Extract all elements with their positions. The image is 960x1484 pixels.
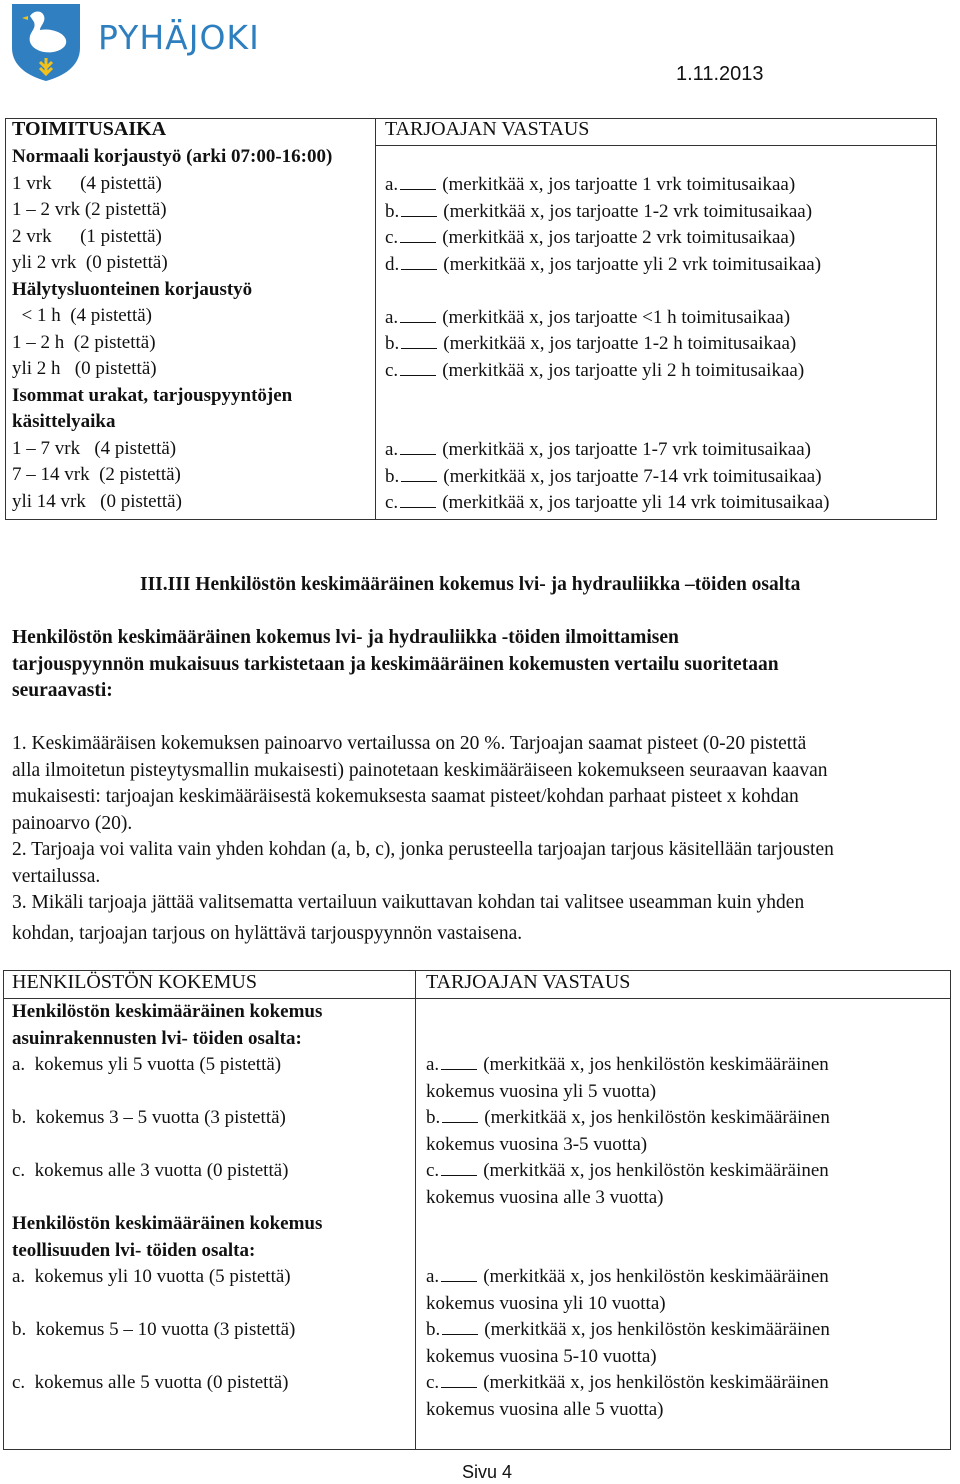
option-text: (merkitkää x, jos tarjoatte 1-2 vrk toimitusaikaa) bbox=[443, 200, 813, 222]
option-letter: b. bbox=[385, 465, 400, 487]
option-letter: c. bbox=[426, 1160, 440, 1181]
table1-left-row: 7 – 14 vrk (2 pistettä) bbox=[12, 464, 181, 485]
answer-blank[interactable] bbox=[442, 1108, 478, 1123]
table1-header-divider bbox=[375, 145, 937, 146]
group2-title: Henkilöstön keskimääräinen kokemus bbox=[12, 1213, 323, 1234]
document-date: 1.11.2013 bbox=[676, 63, 764, 85]
table1-left-row: 1 – 2 vrk (2 pistettä) bbox=[12, 199, 167, 220]
group1-option: b. kokemus 3 – 5 vuotta (3 pistettä) bbox=[12, 1107, 286, 1128]
group2-option: b. kokemus 5 – 10 vuotta (3 pistettä) bbox=[12, 1319, 296, 1340]
table2-column-divider bbox=[415, 970, 416, 1450]
brand-name: PYHÄJOKI bbox=[98, 18, 260, 57]
table1-left-row: yli 14 vrk (0 pistettä) bbox=[12, 490, 182, 512]
option-text: (merkitkää x, jos tarjoatte yli 2 vrk toimitusaikaa) bbox=[443, 253, 822, 275]
intro-line: seuraavasti: bbox=[12, 680, 113, 701]
group1-title: Henkilöstön keskimääräinen kokemus bbox=[12, 1001, 323, 1022]
option-text: (merkitkää x, jos henkilöstön keskimääräinen bbox=[483, 1160, 829, 1181]
answer-blank[interactable] bbox=[400, 175, 436, 190]
numbered-item-line: painoarvo (20). bbox=[12, 812, 133, 834]
option-letter: c. bbox=[385, 359, 399, 381]
group1-title: asuinrakennusten lvi- töiden osalta: bbox=[12, 1027, 302, 1049]
intro-line: tarjouspyynnön mukaisuus tarkistetaan ja keskimääräinen kokemusten vertailu suoritetaan bbox=[12, 653, 779, 675]
table1-left-row: 2 vrk (1 pistettä) bbox=[12, 225, 162, 247]
option-text: (merkitkää x, jos tarjoatte 1-7 vrk toimitusaikaa) bbox=[442, 439, 811, 460]
intro-line: Henkilöstön keskimääräinen kokemus lvi- ja hydrauliikka -töiden ilmoittamisen bbox=[12, 627, 679, 648]
numbered-item-line: 2. Tarjoaja voi valita vain yhden kohdan (a, b, c), jonka perusteella tarjoajan tarjous käsitellään tarjousten bbox=[12, 839, 834, 860]
option-text: (merkitkää x, jos henkilöstön keskimääräinen bbox=[483, 1266, 829, 1287]
section-heading: III.III Henkilöstön keskimääräinen kokemus lvi- ja hydrauliikka –töiden osalta bbox=[140, 574, 801, 595]
table1-left-header: TOIMITUSAIKA bbox=[12, 118, 167, 140]
pyhajoki-coat-of-arms-logo bbox=[10, 2, 82, 82]
numbered-item-line: vertailussa. bbox=[12, 865, 101, 887]
option-letter: d. bbox=[385, 253, 400, 275]
table1-left-row: < 1 h (4 pistettä) bbox=[12, 305, 152, 326]
answer-blank[interactable] bbox=[401, 202, 437, 217]
option-text: (merkitkää x, jos tarjoatte 2 vrk toimitusaikaa) bbox=[442, 227, 796, 248]
option-letter: a. bbox=[426, 1266, 440, 1287]
group2-option: c. kokemus alle 5 vuotta (0 pistettä) bbox=[12, 1372, 289, 1393]
table1-answer-row bbox=[385, 490, 829, 517]
group2-answer bbox=[426, 1370, 829, 1397]
table1-answer-row bbox=[385, 225, 795, 252]
table1-left-row: yli 2 h (0 pistettä) bbox=[12, 358, 157, 379]
table1-left-row: 1 – 2 h (2 pistettä) bbox=[12, 331, 156, 353]
group1-answer bbox=[426, 1052, 829, 1079]
group2-answer bbox=[426, 1317, 830, 1344]
group2-option: a. kokemus yli 10 vuotta (5 pistettä) bbox=[12, 1266, 291, 1287]
group2-answer-line2: kokemus vuosina yli 10 vuotta) bbox=[426, 1292, 666, 1314]
table1-left-row: 1 vrk (4 pistettä) bbox=[12, 172, 162, 194]
option-text: (merkitkää x, jos tarjoatte 7-14 vrk toimitusaikaa) bbox=[443, 465, 822, 487]
option-text: (merkitkää x, jos henkilöstön keskimääräinen bbox=[484, 1107, 830, 1128]
table1-left-row: yli 2 vrk (0 pistettä) bbox=[12, 252, 168, 273]
table1-left-row: käsittelyaika bbox=[12, 411, 116, 432]
table2-left-header: HENKILÖSTÖN KOKEMUS bbox=[12, 971, 257, 993]
answer-blank[interactable] bbox=[441, 1055, 477, 1070]
option-text: (merkitkää x, jos tarjoatte 1 vrk toimitusaikaa) bbox=[442, 174, 796, 195]
option-letter: b. bbox=[426, 1319, 441, 1340]
table1-left-row: Isommat urakat, tarjouspyyntöjen bbox=[12, 384, 293, 406]
group2-answer-line2: kokemus vuosina alle 5 vuotta) bbox=[426, 1398, 664, 1420]
table1-answer-row bbox=[385, 199, 812, 226]
option-text: (merkitkää x, jos tarjoatte 1-2 h toimitusaikaa) bbox=[443, 333, 797, 354]
option-letter: b. bbox=[426, 1107, 441, 1128]
table1-left-row: 1 – 7 vrk (4 pistettä) bbox=[12, 437, 177, 459]
table1-left-row: Normaali korjaustyö (arki 07:00-16:00) bbox=[12, 146, 333, 167]
answer-blank[interactable] bbox=[441, 1161, 477, 1176]
group2-title: teollisuuden lvi- töiden osalta: bbox=[12, 1239, 256, 1261]
answer-blank[interactable] bbox=[441, 1373, 477, 1388]
group1-answer-line2: kokemus vuosina 3-5 vuotta) bbox=[426, 1133, 648, 1155]
answer-blank[interactable] bbox=[400, 440, 436, 455]
table1-answer-row bbox=[385, 172, 795, 199]
option-text: (merkitkää x, jos tarjoatte yli 2 h toimitusaikaa) bbox=[442, 359, 805, 381]
option-letter: b. bbox=[385, 333, 400, 354]
numbered-item-line: 3. Mikäli tarjoaja jättää valitsematta vertailuun vaikuttavan kohdan tai valitsee useamman kuin yhden bbox=[12, 892, 805, 913]
answer-blank[interactable] bbox=[441, 1267, 477, 1282]
option-letter: a. bbox=[426, 1054, 440, 1075]
table1-answer-row bbox=[385, 464, 822, 491]
table1-left-row: Hälytysluonteinen korjaustyö bbox=[12, 278, 253, 300]
group1-answer bbox=[426, 1105, 830, 1132]
table1-answer-row bbox=[385, 331, 796, 358]
answer-blank[interactable] bbox=[401, 334, 437, 349]
answer-blank[interactable] bbox=[401, 467, 437, 482]
table1-answer-row bbox=[385, 358, 804, 385]
group1-answer bbox=[426, 1158, 829, 1185]
group2-answer bbox=[426, 1264, 829, 1291]
option-text: (merkitkää x, jos tarjoatte <1 h toimitusaikaa) bbox=[442, 306, 791, 328]
group1-option: a. kokemus yli 5 vuotta (5 pistettä) bbox=[12, 1054, 282, 1075]
option-text: (merkitkää x, jos henkilöstön keskimääräinen bbox=[483, 1054, 829, 1075]
table2-right-header: TARJOAJAN VASTAUS bbox=[426, 971, 631, 993]
answer-blank[interactable] bbox=[401, 255, 437, 270]
option-letter: c. bbox=[385, 227, 399, 248]
answer-blank[interactable] bbox=[442, 1320, 478, 1335]
table1-column-divider bbox=[375, 118, 376, 520]
answer-blank[interactable] bbox=[400, 361, 436, 376]
option-letter: b. bbox=[385, 200, 400, 222]
answer-blank[interactable] bbox=[400, 308, 436, 323]
option-text: (merkitkää x, jos henkilöstön keskimääräinen bbox=[484, 1319, 830, 1340]
group1-option: c. kokemus alle 3 vuotta (0 pistettä) bbox=[12, 1160, 289, 1181]
option-letter: a. bbox=[385, 174, 399, 195]
answer-blank[interactable] bbox=[400, 228, 436, 243]
numbered-item-line: mukaisesti: tarjoajan keskimääräisestä kokemuksesta saamat pisteet/kohdan parhaat pisteet x kohdan bbox=[12, 786, 799, 807]
option-letter: c. bbox=[426, 1372, 440, 1393]
page-number: Sivu 4 bbox=[462, 1462, 513, 1482]
numbered-item-line: 1. Keskimääräisen kokemuksen painoarvo vertailussa on 20 %. Tarjoajan saamat pisteet (0-20 pistettä bbox=[12, 733, 807, 754]
numbered-item-line: alla ilmoitetun pisteytysmallin mukaisesti) painotetaan keskimääräiseen kokemukseen seuraavan kaavan bbox=[12, 759, 828, 781]
option-text: (merkitkää x, jos henkilöstön keskimääräinen bbox=[483, 1372, 829, 1393]
answer-blank[interactable] bbox=[400, 493, 436, 508]
group1-answer-line2: kokemus vuosina alle 3 vuotta) bbox=[426, 1186, 664, 1208]
table1-answer-row bbox=[385, 437, 811, 464]
table1-right-header: TARJOAJAN VASTAUS bbox=[385, 118, 590, 140]
option-text: (merkitkää x, jos tarjoatte yli 14 vrk toimitusaikaa) bbox=[442, 492, 830, 513]
table1-answer-row bbox=[385, 252, 821, 279]
option-letter: c. bbox=[385, 492, 399, 513]
group1-answer-line2: kokemus vuosina yli 5 vuotta) bbox=[426, 1080, 657, 1102]
option-letter: a. bbox=[385, 306, 399, 328]
group2-answer-line2: kokemus vuosina 5-10 vuotta) bbox=[426, 1345, 657, 1367]
table1-answer-row bbox=[385, 305, 790, 332]
option-letter: a. bbox=[385, 439, 399, 460]
numbered-item-line: kohdan, tarjoajan tarjous on hylättävä tarjouspyynnön vastaisena. bbox=[12, 923, 523, 944]
